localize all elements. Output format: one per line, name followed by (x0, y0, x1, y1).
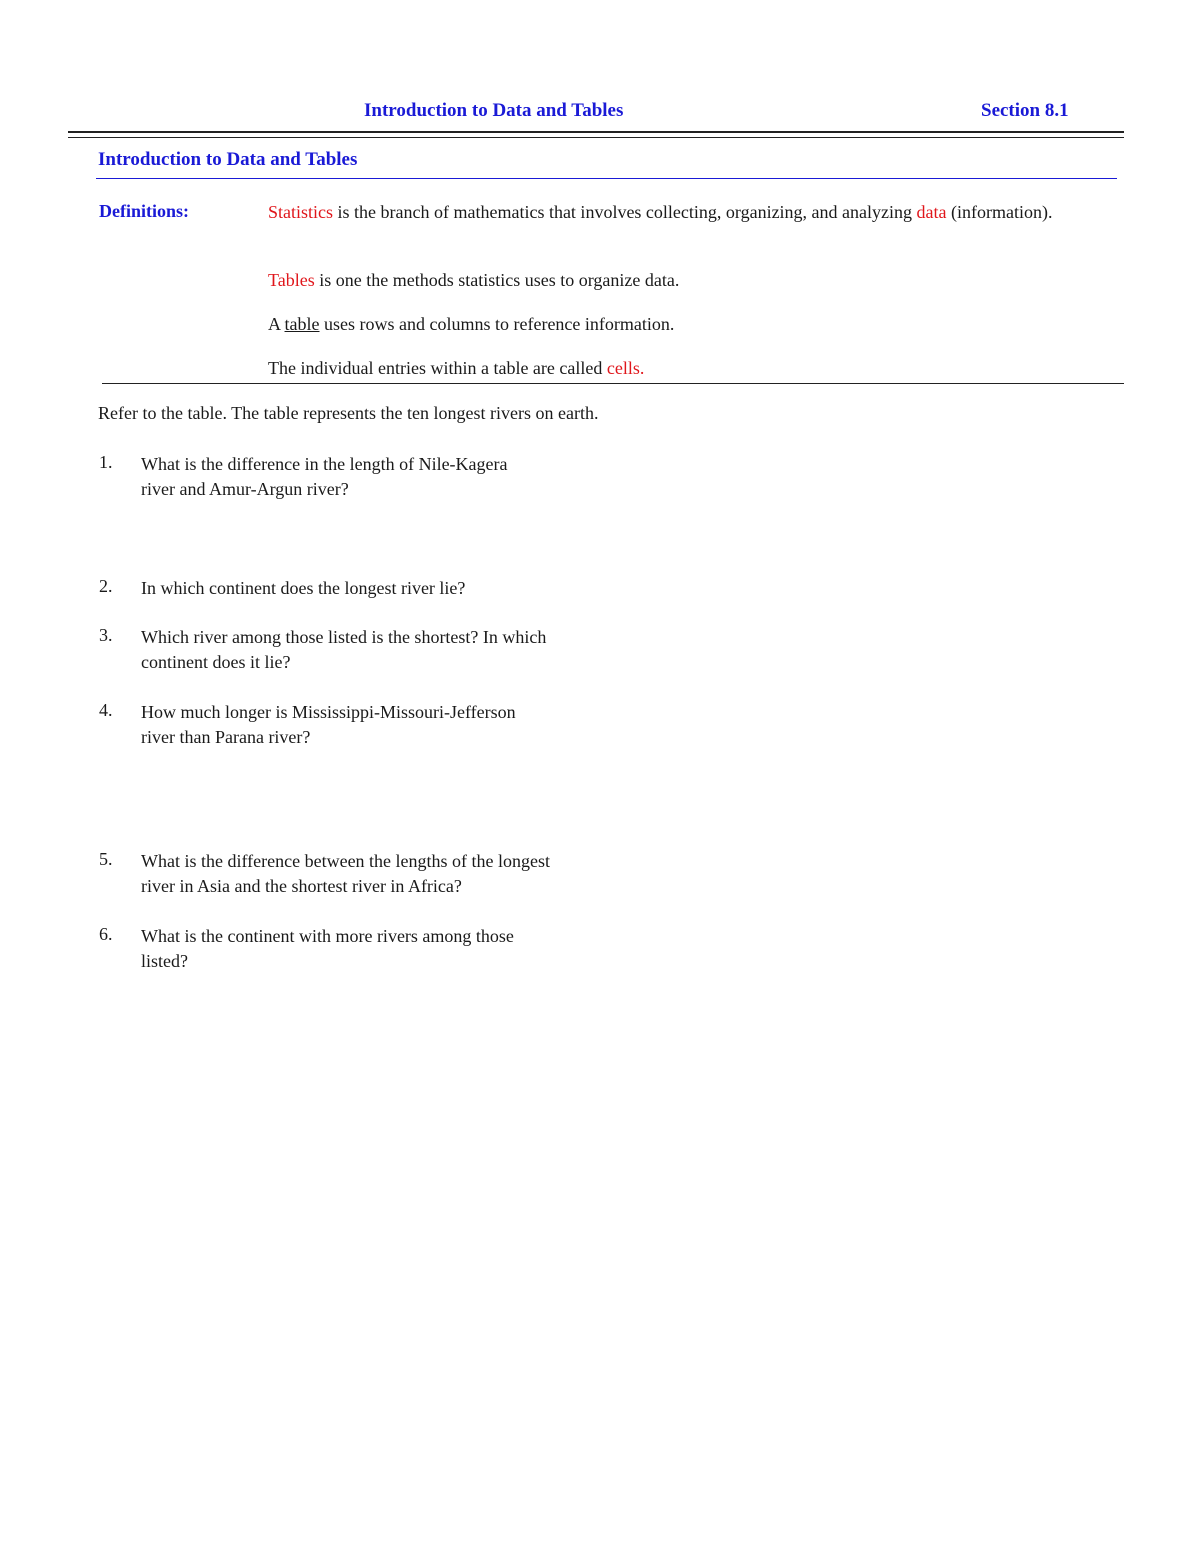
question-number-4: 4. (99, 700, 113, 720)
definition-tables-text: is one the methods statistics uses to organize data. (314, 270, 680, 290)
section-title: Introduction to Data and Tables (98, 149, 358, 170)
term-tables: Tables (268, 270, 315, 290)
header-rule-bottom (68, 137, 1124, 138)
question-number-5: 5. (99, 849, 113, 869)
question-number-3: 3. (99, 625, 113, 645)
definition-table-text: uses rows and columns to reference information. (319, 314, 675, 334)
question-3: Which river among those listed is the shortest? In which continent does it lie? (141, 627, 547, 672)
definitions-rule (102, 383, 1124, 384)
definition-statistics (268, 201, 1068, 224)
question-5: What is the difference between the lengths of the longest river in Asia and the shortest river in Africa? (141, 851, 551, 896)
definition-cells-suffix: . (639, 358, 645, 378)
question-2: In which continent does the longest river lie? (141, 578, 466, 598)
question-number-6: 6. (99, 924, 113, 944)
definitions-label: Definitions: (99, 201, 189, 221)
term-data: data (916, 202, 947, 222)
header-rule-top (68, 131, 1124, 133)
question-1: What is the difference in the length of Nile-Kagera river and Amur-Argun river? (141, 454, 508, 499)
definition-cells (268, 357, 1068, 380)
question-number-2: 2. (99, 576, 113, 596)
definition-cells-text: The individual entries within a table are called (268, 358, 607, 378)
term-statistics: Statistics (268, 202, 334, 222)
definition-table-prefix: A (268, 314, 285, 334)
header-section: Section 8.1 (981, 100, 1069, 121)
term-cells: cells (606, 358, 640, 378)
definition-statistics-text: is the branch of mathematics that involves collecting, organizing, and analyzing (333, 202, 917, 222)
section-title-rule (96, 178, 1117, 179)
definition-statistics-tail: (information). (946, 202, 1053, 222)
question-4: How much longer is Mississippi-Missouri-Jefferson river than Parana river? (141, 702, 516, 747)
definition-table (268, 313, 1068, 336)
header-title: Introduction to Data and Tables (364, 100, 624, 121)
question-6: What is the continent with more rivers among those listed? (141, 926, 514, 971)
term-table: table (284, 314, 320, 334)
definition-tables (268, 269, 1068, 292)
intro-text: Refer to the table. The table represents the ten longest rivers on earth. (98, 403, 599, 423)
question-number-1: 1. (99, 452, 113, 472)
